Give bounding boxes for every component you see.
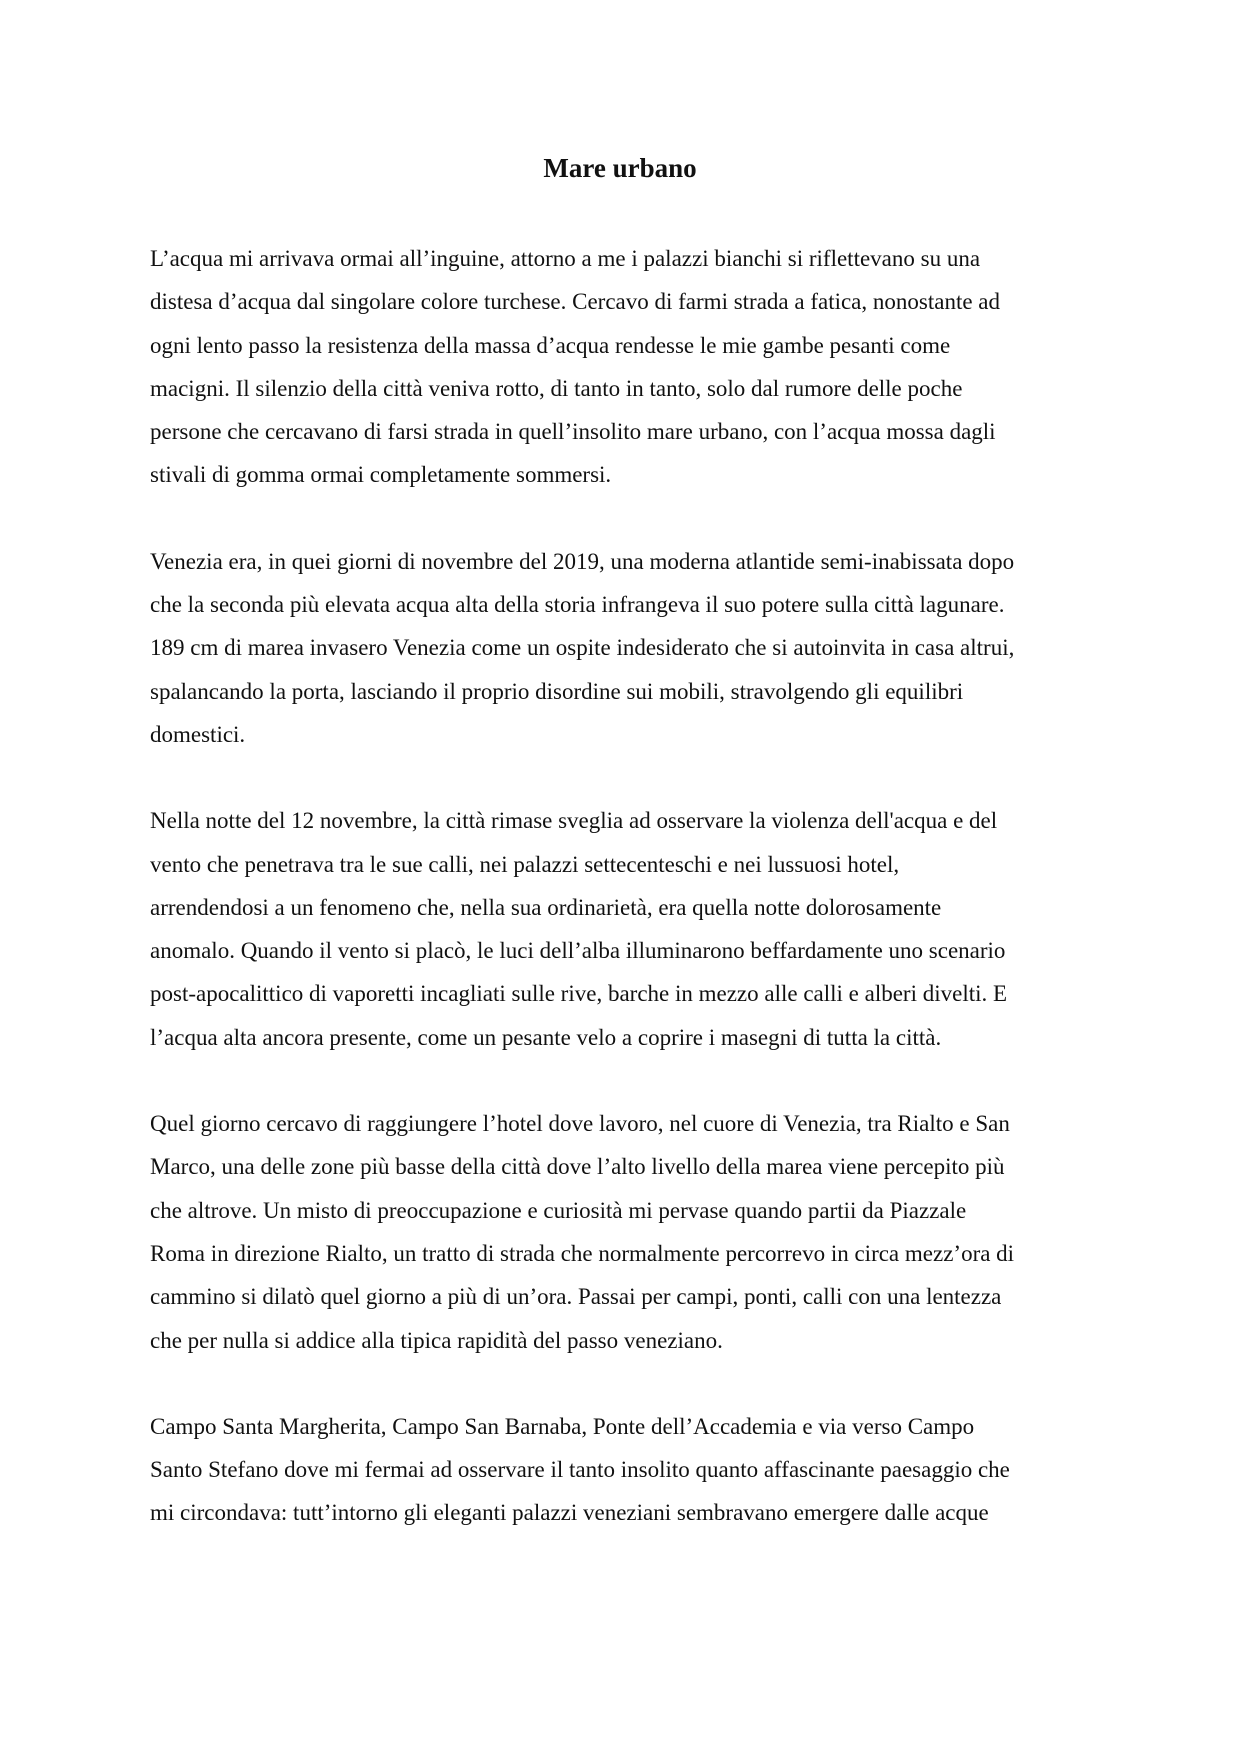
text-line: macigni. Il silenzio della città veniva rotto, di tanto in tanto, solo dal rumore delle poche xyxy=(150,375,963,401)
text-line: L’acqua mi arrivava ormai all’inguine, attorno a me i palazzi bianchi si riflettevano su una xyxy=(150,246,981,271)
paragraph-5 xyxy=(150,1405,1110,1535)
text-line: post-apocalittico di vaporetti incagliati sulle rive, barche in mezzo alle calli e alberi divelti. E xyxy=(150,981,1008,1007)
text-line: l’acqua alta ancora presente, come un pesante velo a coprire i masegni di tutta la città. xyxy=(150,1024,942,1050)
text-line: cammino si dilatò quel giorno a più di un’ora. Passai per campi, ponti, calli con una lentezza xyxy=(150,1284,1002,1310)
text-line: Nella notte del 12 novembre, la città rimase sveglia ad osservare la violenza dell'acqua e del xyxy=(150,808,998,834)
text-line: Campo Santa Margherita, Campo San Barnaba, Ponte dell’Accademia e via verso Campo xyxy=(150,1413,975,1439)
text-line: vento che penetrava tra le sue calli, nei palazzi settecenteschi e nei lussuosi hotel, xyxy=(150,851,900,877)
document-body xyxy=(150,237,1110,1578)
text-line: arrendendosi a un fenomeno che, nella sua ordinarietà, era quella notte dolorosamente xyxy=(150,894,942,920)
text-line: che per nulla si addice alla tipica rapidità del passo veneziano. xyxy=(150,1327,723,1353)
text-line: 189 cm di marea invasero Venezia come un ospite indesiderato che si autoinvita in casa altrui, xyxy=(150,635,1015,661)
paragraph-3 xyxy=(150,799,1110,1059)
text-line: mi circondava: tutt’intorno gli eleganti palazzi veneziani sembravano emergere dalle acque xyxy=(150,1500,989,1526)
text-line: stivali di gomma ormai completamente sommersi. xyxy=(150,462,612,488)
text-line: Marco, una delle zone più basse della città dove l’alto livello della marea viene percepito più xyxy=(150,1154,1005,1180)
text-line: Santo Stefano dove mi fermai ad osservare il tanto insolito quanto affascinante paesaggio che xyxy=(150,1457,1010,1483)
text-line: Roma in direzione Rialto, un tratto di strada che normalmente percorrevo in circa mezz’ora di xyxy=(150,1240,1015,1266)
text-line: spalancando la porta, lasciando il proprio disordine sui mobili, stravolgendo gli equilibri xyxy=(150,678,964,704)
document-title: Mare urbano xyxy=(543,153,697,183)
text-line: distesa d’acqua dal singolare colore turchese. Cercavo di farmi strada a fatica, nonostante ad xyxy=(150,289,1001,315)
text-line: Quel giorno cercavo di raggiungere l’hotel dove lavoro, nel cuore di Venezia, tra Rialto e San xyxy=(150,1111,1010,1137)
text-line: che altrove. Un misto di preoccupazione e curiosità mi pervase quando partii da Piazzale xyxy=(150,1197,967,1223)
paragraph-2 xyxy=(150,540,1110,756)
text-line: ogni lento passo la resistenza della massa d’acqua rendesse le mie gambe pesanti come xyxy=(150,332,951,358)
text-line: domestici. xyxy=(150,721,246,747)
paragraph-1 xyxy=(150,237,1110,497)
text-line: che la seconda più elevata acqua alta della storia infrangeva il suo potere sulla città lagunare. xyxy=(150,592,1005,618)
paragraph-4 xyxy=(150,1102,1110,1362)
text-line: persone che cercavano di farsi strada in quell’insolito mare urbano, con l’acqua mossa dagli xyxy=(150,419,996,445)
text-line: Venezia era, in quei giorni di novembre del 2019, una moderna atlantide semi-inabissata dopo xyxy=(150,548,1015,574)
text-line: anomalo. Quando il vento si placò, le luci dell’alba illuminarono beffardamente uno scenario xyxy=(150,938,1006,964)
